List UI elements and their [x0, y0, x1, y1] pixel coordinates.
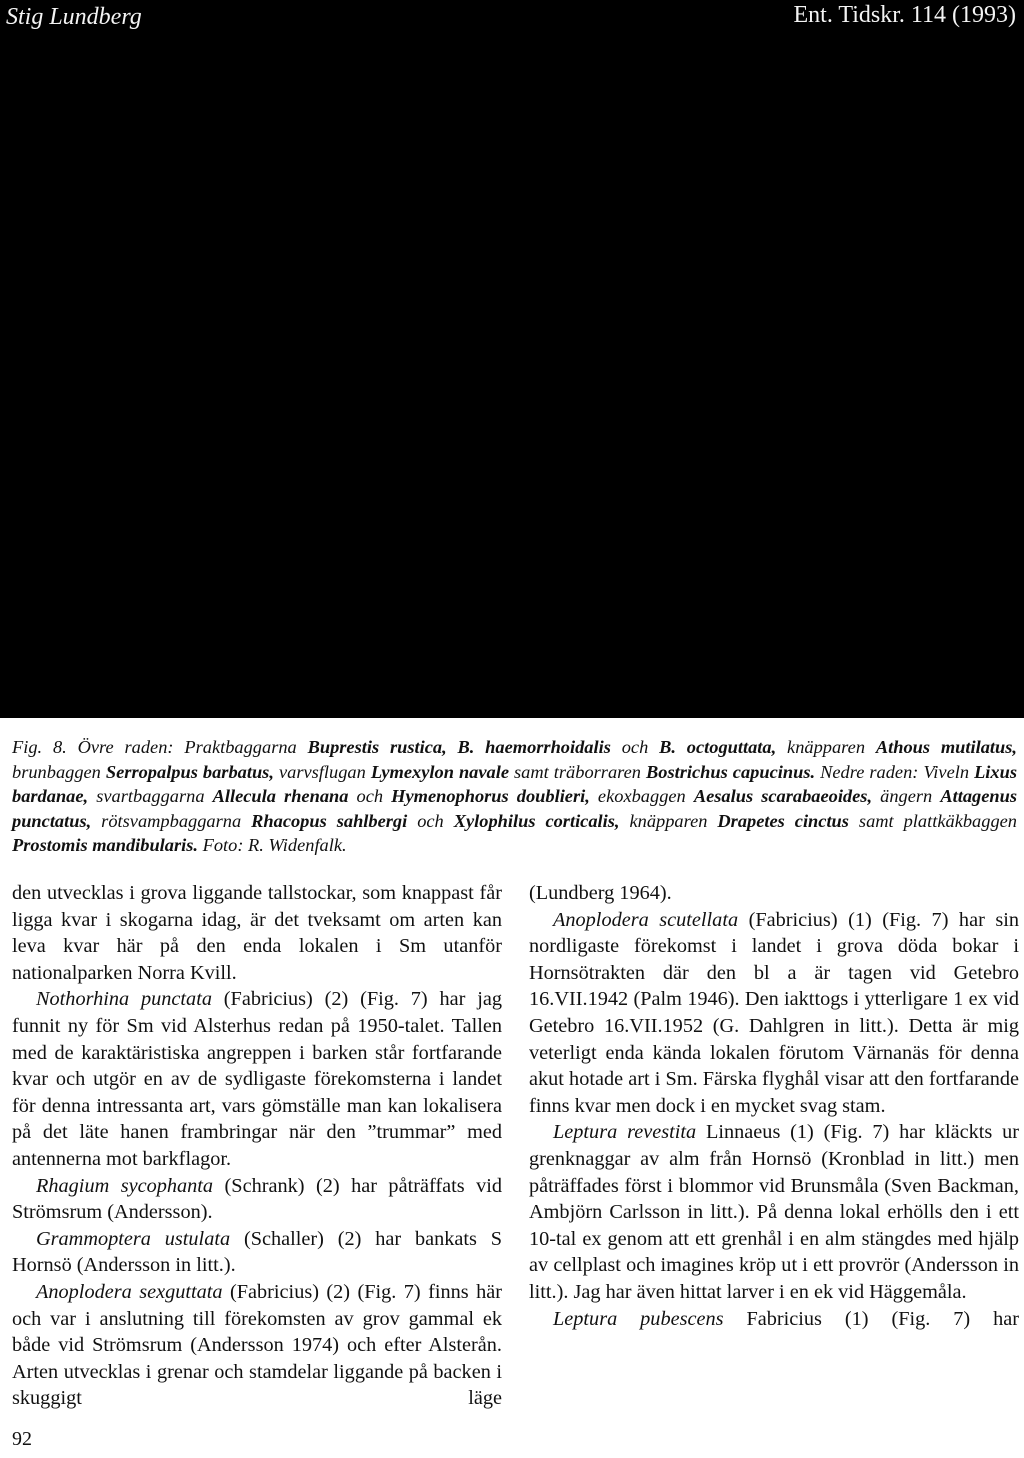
- caption-species: Lymexylon navale: [370, 761, 509, 782]
- caption-text: rötsvampbaggarna: [91, 810, 252, 831]
- caption-text: Nedre raden: Viveln: [815, 761, 975, 782]
- paragraph-text: (Fabricius) (2) (Fig. 7) har jag funnit ny för Sm vid Alsterhus redan på 1950-talet. Tallen med de karaktäristiska angreppen i barken står fortfarande kvar och utgör en av de sydligaste förekomsterna i landet för denna intressanta art, vars gömställe man kan lokalisera på det läte hanen frambringar när den ”trummar” med antennerna mot barkflagor.: [12, 988, 502, 1170]
- caption-text: knäpparen: [776, 737, 876, 757]
- species-name: Nothorhina punctata: [36, 988, 212, 1011]
- beetle-photo-plate: [0, 0, 1024, 718]
- caption-text: knäpparen: [619, 810, 718, 831]
- paragraph-text: (Fabricius) (2) (Fig. 7) finns här och var i anslutning till förekomsten av grov gammal ek både vid Strömsrum (Andersson 1974) och efter Alsterån. Arten utvecklas i grenar och stamdelar liggande på backen i skuggigt läge: [12, 1280, 502, 1410]
- caption-text: brunbaggen: [12, 761, 106, 782]
- caption-text: varvsflugan: [273, 761, 371, 782]
- caption-species: Drapetes cinctus: [717, 810, 849, 831]
- caption-species: B. octoguttata,: [659, 737, 777, 757]
- paragraph: den utvecklas i grova liggande tallstockar, som knappast får ligga kvar i skogarna idag, är det tveksamt om arten kan leva kvar här på den enda lokalen i Sm utanför nationalparken Norra Kvill.: [12, 882, 502, 984]
- paragraph-text: (Schaller) (2) har bankats S Hornsö (Andersson in litt.).: [12, 1227, 502, 1277]
- caption-species: Lixus bardanae,: [12, 761, 1018, 806]
- running-head-journal: Ent. Tidskr. 114 (1993): [793, 2, 1016, 28]
- caption-species: Prostomis mandibularis.: [12, 835, 198, 855]
- caption-text: ekoxbaggen: [589, 786, 694, 806]
- caption-species: Rhacopus sahlbergi: [251, 810, 408, 831]
- caption-text: och: [407, 810, 454, 831]
- species-name: Leptura pubescens: [553, 1307, 724, 1330]
- caption-species: Aesalus scarabaeoides,: [693, 786, 873, 806]
- body-column-left: [12, 880, 502, 1412]
- page-number: 92: [12, 1428, 32, 1450]
- caption-text: och: [348, 786, 392, 806]
- body-column-right: [529, 880, 1019, 1332]
- caption-species: Allecula rhenana: [212, 786, 349, 806]
- caption-label: Fig. 8.: [12, 737, 67, 757]
- paragraph: [12, 1226, 502, 1279]
- paragraph: [12, 1173, 502, 1226]
- paragraph-text: Linnaeus (1) (Fig. 7) har kläckts ur grenknaggar av alm från Hornsö (Kronblad in litt.) men påträffades först i blommor vid Brunsmåla (Sven Backman, Ambjörn Carlsson in litt.). På denna lokal erhölls den i ett 10-tal ex genom att ett grenhål i en alm stängdes med hjälp av cellplast och imagines kröp ut i ett provrör (Andersson in litt.). Jag har även hittat larver i en ek vid Häggemåla.: [529, 1121, 1019, 1303]
- caption-species: Serropalpus barbatus,: [105, 761, 274, 782]
- caption-text: Övre raden: Praktbaggarna: [66, 737, 308, 757]
- species-name: Rhagium sycophanta: [36, 1174, 214, 1197]
- figure-caption: [12, 735, 1017, 858]
- paragraph: [529, 1119, 1019, 1305]
- caption-text: samt träborraren: [509, 761, 647, 782]
- species-name: Leptura revestita: [553, 1121, 697, 1144]
- paragraph-text: (Schrank) (2) har påträffats vid Strömsrum (Andersson).: [12, 1174, 502, 1224]
- species-name: Anoplodera scutellata: [553, 908, 739, 931]
- caption-species: Attagenus punctatus,: [12, 786, 1017, 831]
- paragraph: [529, 907, 1019, 1120]
- caption-text: ängern: [872, 786, 941, 806]
- caption-species: Xylophilus corticalis,: [453, 810, 620, 831]
- paragraph-text: Fabricius (1) (Fig. 7) har: [723, 1307, 1020, 1330]
- species-name: Grammoptera ustulata: [36, 1227, 231, 1250]
- caption-species: Bostrichus capucinus.: [646, 761, 816, 782]
- paragraph: [12, 1279, 502, 1412]
- caption-species: Buprestis rustica, B. haemorrhoidalis: [307, 737, 611, 757]
- running-head-author: Stig Lundberg: [6, 4, 142, 30]
- caption-text: och: [610, 737, 660, 757]
- caption-species: Athous mutilatus,: [875, 737, 1018, 757]
- paragraph: (Lundberg 1964).: [529, 882, 672, 904]
- paragraph: [529, 1306, 1019, 1333]
- caption-species: Hymenophorus doublieri,: [391, 786, 590, 806]
- caption-text: Foto: R. Widenfalk.: [198, 835, 347, 855]
- paragraph: [12, 986, 502, 1172]
- species-name: Anoplodera sexguttata: [36, 1280, 223, 1303]
- caption-text: svartbaggarna: [88, 786, 213, 806]
- paragraph-text: (Fabricius) (1) (Fig. 7) har sin nordligaste förekomst i landet i grova döda bokar i Hornsötrakten där den bl a är tagen vid Getebro 16.VII.1942 (Palm 1946). Den iakttogs i ytterligare 1 ex vid Getebro 16.VII.1952 (G. Dahlgren in litt.). Detta är mig veterligt enda kända lokalen förutom Värnanäs för denna akut hotade art i Sm. Färska flyghål visar att den fortfarande finns kvar men dock i en mycket svag stam.: [529, 908, 1019, 1117]
- caption-text: samt plattkäkbaggen: [848, 810, 1017, 831]
